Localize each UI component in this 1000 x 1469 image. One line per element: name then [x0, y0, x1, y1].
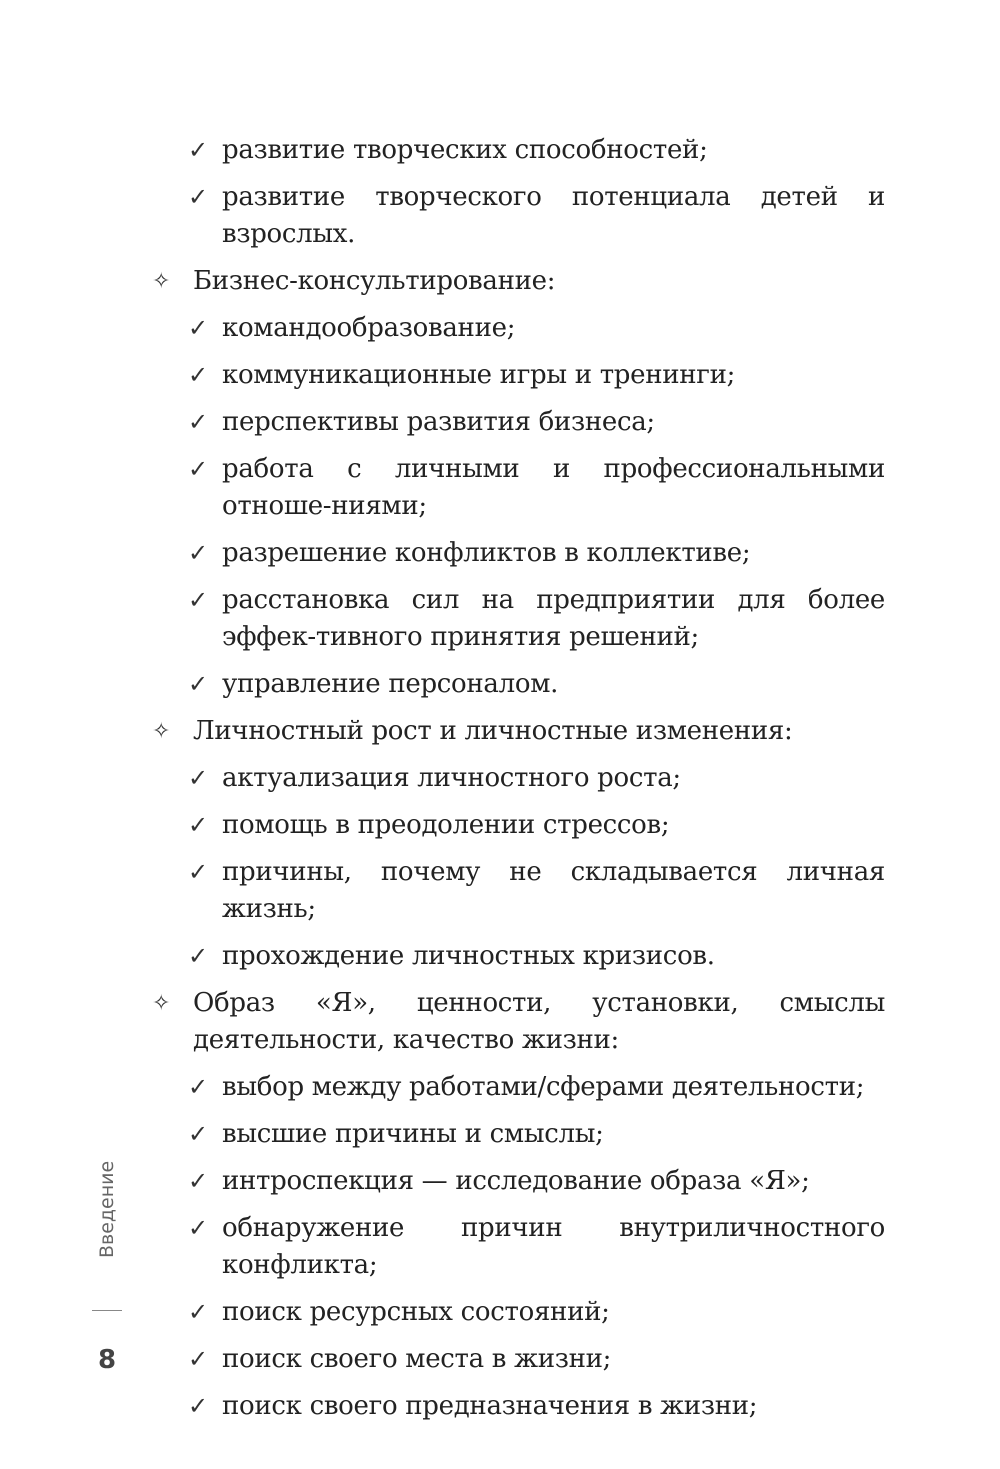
checkmark-icon: ✓ [188, 764, 208, 792]
checkmark-icon: ✓ [188, 1298, 208, 1326]
list-item-text: актуализация личностного роста; [222, 763, 681, 793]
checkmark-icon: ✓ [188, 1167, 208, 1195]
list-item [150, 1116, 885, 1153]
list-item-text: развитие творческих способностей; [222, 135, 708, 165]
checkmark-icon: ✓ [188, 136, 208, 164]
section-personal-growth [150, 713, 885, 975]
section-heading-text: Бизнес-консультирование: [193, 266, 556, 296]
list-item-text: работа с личными и профессиональными отноше-ниями; [222, 454, 885, 521]
checkmark-icon: ✓ [188, 586, 208, 614]
section-business-consulting [150, 263, 885, 703]
list-item-text: прохождение личностных кризисов. [222, 941, 715, 971]
list-item [150, 938, 885, 975]
checkmark-icon: ✓ [188, 183, 208, 211]
list-item-text: обнаружение причин внутриличностного конфликта; [222, 1213, 885, 1280]
list-item-text: выбор между работами/сферами деятельности; [222, 1072, 865, 1102]
list-item-text: поиск своего места в жизни; [222, 1344, 612, 1374]
running-head: Введение [96, 1160, 118, 1258]
checkmark-icon: ✓ [188, 670, 208, 698]
section-self-image [150, 985, 885, 1425]
list-item [150, 807, 885, 844]
section-heading [150, 263, 885, 300]
list-item [150, 357, 885, 394]
list-item-text: командообразование; [222, 313, 516, 343]
list-item-text: расстановка сил на предприятии для более эффек-тивного принятия решений; [222, 585, 885, 652]
sparkle-icon: ✧ [152, 719, 171, 744]
checkmark-icon: ✓ [188, 942, 208, 970]
section-creativity [150, 132, 885, 253]
list-item [150, 854, 885, 928]
checkmark-icon: ✓ [188, 811, 208, 839]
list-item-text: высшие причины и смыслы; [222, 1119, 604, 1149]
list-item [150, 132, 885, 169]
list-item [150, 451, 885, 525]
list-item-text: интроспекция — исследование образа «Я»; [222, 1166, 810, 1196]
section-heading-text: Образ «Я», ценности, установки, смыслы деятельности, качество жизни: [193, 988, 885, 1055]
checkmark-icon: ✓ [188, 455, 208, 483]
list-item-text: управление персоналом. [222, 669, 559, 699]
list-item [150, 310, 885, 347]
checkmark-icon: ✓ [188, 361, 208, 389]
checkmark-icon: ✓ [188, 1073, 208, 1101]
section-heading [150, 713, 885, 750]
list-item-text: развитие творческого потенциала детей и взрослых. [222, 182, 885, 249]
page-number: 8 [97, 1345, 117, 1375]
section-heading [150, 985, 885, 1059]
list-item [150, 1294, 885, 1331]
checkmark-icon: ✓ [188, 858, 208, 886]
list-item [150, 1163, 885, 1200]
list-item-text: перспективы развития бизнеса; [222, 407, 655, 437]
checkmark-icon: ✓ [188, 1392, 208, 1420]
checkmark-icon: ✓ [188, 1345, 208, 1373]
list-item [150, 1069, 885, 1106]
list-item [150, 179, 885, 253]
list-item [150, 1210, 885, 1284]
checkmark-icon: ✓ [188, 1120, 208, 1148]
list-item [150, 535, 885, 572]
list-item [150, 582, 885, 656]
section-heading-text: Личностный рост и личностные изменения: [193, 716, 793, 746]
checkmark-icon: ✓ [188, 1214, 208, 1242]
running-head-divider [92, 1310, 122, 1311]
list-item-text: поиск ресурсных состояний; [222, 1297, 610, 1327]
list-item-text: разрешение конфликтов в коллективе; [222, 538, 751, 568]
list-item [150, 1341, 885, 1378]
list-item-text: поиск своего предназначения в жизни; [222, 1391, 758, 1421]
checkmark-icon: ✓ [188, 314, 208, 342]
list-item [150, 760, 885, 797]
page-content [150, 132, 885, 1435]
list-item [150, 666, 885, 703]
checkmark-icon: ✓ [188, 408, 208, 436]
list-item-text: коммуникационные игры и тренинги; [222, 360, 736, 390]
sparkle-icon: ✧ [152, 991, 171, 1016]
sparkle-icon: ✧ [152, 269, 171, 294]
list-item [150, 1388, 885, 1425]
list-item-text: причины, почему не складывается личная жизнь; [222, 857, 885, 924]
checkmark-icon: ✓ [188, 539, 208, 567]
list-item-text: помощь в преодолении стрессов; [222, 810, 670, 840]
list-item [150, 404, 885, 441]
